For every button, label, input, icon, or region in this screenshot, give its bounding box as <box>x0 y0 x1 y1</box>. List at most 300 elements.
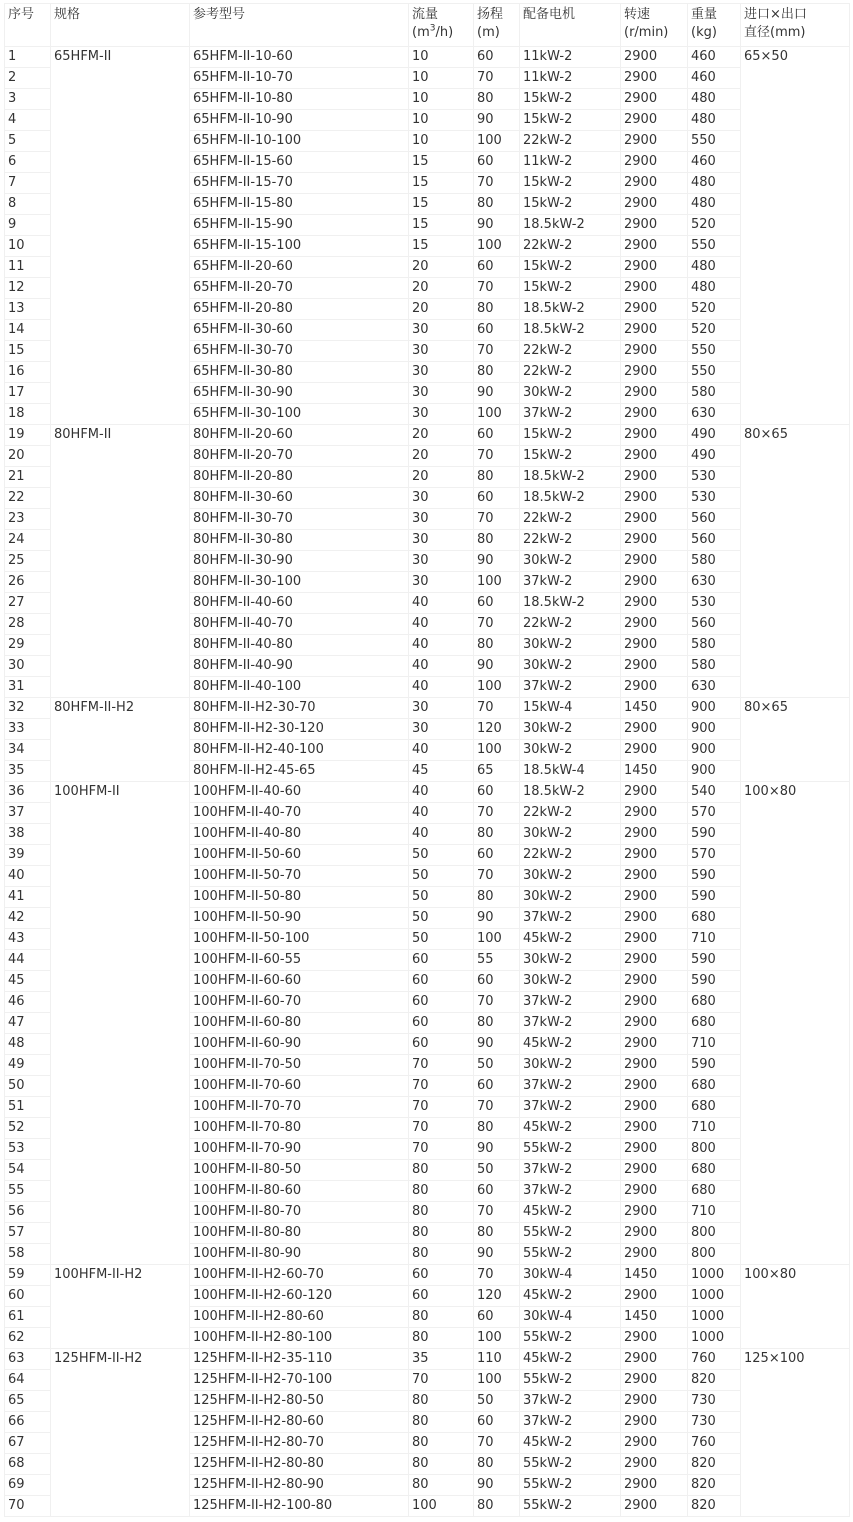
model-cell: 80HFM-II-40-100 <box>190 677 409 698</box>
weight-cell: 710 <box>688 1118 741 1139</box>
motor-cell: 18.5kW-4 <box>520 761 621 782</box>
seq-cell: 33 <box>5 719 51 740</box>
seq-cell: 30 <box>5 656 51 677</box>
flow-cell: 30 <box>409 404 474 425</box>
motor-cell: 55kW-2 <box>520 1244 621 1265</box>
head-cell: 60 <box>474 152 520 173</box>
motor-cell: 37kW-2 <box>520 1097 621 1118</box>
weight-cell: 590 <box>688 1055 741 1076</box>
model-cell: 100HFM-II-60-60 <box>190 971 409 992</box>
model-cell: 100HFM-II-H2-60-70 <box>190 1265 409 1286</box>
seq-cell: 52 <box>5 1118 51 1139</box>
speed-cell: 2900 <box>621 572 688 593</box>
seq-cell: 46 <box>5 992 51 1013</box>
motor-cell: 55kW-2 <box>520 1328 621 1349</box>
flow-cell: 10 <box>409 68 474 89</box>
speed-cell: 2900 <box>621 656 688 677</box>
head-cell: 70 <box>474 1265 520 1286</box>
motor-cell: 15kW-2 <box>520 425 621 446</box>
motor-cell: 37kW-2 <box>520 992 621 1013</box>
seq-cell: 48 <box>5 1034 51 1055</box>
motor-cell: 22kW-2 <box>520 803 621 824</box>
speed-cell: 2900 <box>621 1013 688 1034</box>
seq-cell: 11 <box>5 257 51 278</box>
diameter-cell: 100×80 <box>741 1265 850 1349</box>
head-cell: 100 <box>474 1328 520 1349</box>
motor-cell: 37kW-2 <box>520 1391 621 1412</box>
weight-cell: 820 <box>688 1370 741 1391</box>
table-row <box>5 1349 850 1370</box>
speed-cell: 2900 <box>621 110 688 131</box>
flow-cell: 30 <box>409 341 474 362</box>
speed-cell: 2900 <box>621 131 688 152</box>
model-cell: 125HFM-II-H2-80-70 <box>190 1433 409 1454</box>
flow-cell: 30 <box>409 530 474 551</box>
speed-cell: 1450 <box>621 761 688 782</box>
seq-cell: 42 <box>5 908 51 929</box>
motor-cell: 22kW-2 <box>520 845 621 866</box>
head-cell: 90 <box>474 1475 520 1496</box>
speed-cell: 2900 <box>621 236 688 257</box>
flow-cell: 80 <box>409 1307 474 1328</box>
weight-cell: 680 <box>688 1097 741 1118</box>
speed-cell: 2900 <box>621 929 688 950</box>
flow-cell: 60 <box>409 971 474 992</box>
model-cell: 100HFM-II-H2-80-100 <box>190 1328 409 1349</box>
model-cell: 125HFM-II-H2-80-60 <box>190 1412 409 1433</box>
model-cell: 80HFM-II-30-80 <box>190 530 409 551</box>
seq-cell: 65 <box>5 1391 51 1412</box>
speed-cell: 2900 <box>621 1244 688 1265</box>
head-cell: 80 <box>474 1454 520 1475</box>
flow-cell: 30 <box>409 320 474 341</box>
flow-cell: 50 <box>409 908 474 929</box>
model-cell: 100HFM-II-70-80 <box>190 1118 409 1139</box>
motor-cell: 18.5kW-2 <box>520 488 621 509</box>
motor-cell: 30kW-2 <box>520 740 621 761</box>
model-cell: 65HFM-II-15-70 <box>190 173 409 194</box>
speed-cell: 1450 <box>621 1307 688 1328</box>
head-cell: 90 <box>474 908 520 929</box>
speed-cell: 2900 <box>621 614 688 635</box>
weight-cell: 580 <box>688 551 741 572</box>
model-cell: 100HFM-II-80-50 <box>190 1160 409 1181</box>
weight-cell: 520 <box>688 215 741 236</box>
header-seq: 序号 <box>5 4 51 47</box>
model-cell: 80HFM-II-30-60 <box>190 488 409 509</box>
weight-cell: 1000 <box>688 1328 741 1349</box>
flow-cell: 40 <box>409 593 474 614</box>
flow-cell: 80 <box>409 1202 474 1223</box>
model-cell: 65HFM-II-30-60 <box>190 320 409 341</box>
weight-cell: 550 <box>688 236 741 257</box>
flow-cell: 50 <box>409 929 474 950</box>
head-cell: 70 <box>474 1097 520 1118</box>
flow-cell: 30 <box>409 719 474 740</box>
model-cell: 65HFM-II-10-80 <box>190 89 409 110</box>
head-cell: 70 <box>474 803 520 824</box>
seq-cell: 6 <box>5 152 51 173</box>
model-cell: 80HFM-II-20-80 <box>190 467 409 488</box>
speed-cell: 2900 <box>621 887 688 908</box>
motor-cell: 45kW-2 <box>520 1118 621 1139</box>
weight-cell: 900 <box>688 740 741 761</box>
motor-cell: 30kW-2 <box>520 551 621 572</box>
weight-cell: 550 <box>688 362 741 383</box>
speed-cell: 2900 <box>621 362 688 383</box>
speed-cell: 2900 <box>621 1454 688 1475</box>
weight-cell: 900 <box>688 698 741 719</box>
flow-cell: 60 <box>409 992 474 1013</box>
speed-cell: 2900 <box>621 1328 688 1349</box>
weight-cell: 490 <box>688 425 741 446</box>
motor-cell: 55kW-2 <box>520 1496 621 1517</box>
diameter-cell: 80×65 <box>741 698 850 782</box>
weight-cell: 560 <box>688 509 741 530</box>
spec-cell: 100HFM-II-H2 <box>51 1265 190 1349</box>
weight-cell: 550 <box>688 131 741 152</box>
model-cell: 100HFM-II-70-50 <box>190 1055 409 1076</box>
flow-cell: 10 <box>409 110 474 131</box>
speed-cell: 2900 <box>621 719 688 740</box>
table-row <box>5 47 850 68</box>
motor-cell: 55kW-2 <box>520 1139 621 1160</box>
head-cell: 60 <box>474 1412 520 1433</box>
flow-cell: 40 <box>409 635 474 656</box>
motor-cell: 15kW-2 <box>520 173 621 194</box>
seq-cell: 50 <box>5 1076 51 1097</box>
flow-cell: 60 <box>409 1265 474 1286</box>
flow-cell: 50 <box>409 866 474 887</box>
motor-cell: 11kW-2 <box>520 47 621 68</box>
motor-cell: 30kW-2 <box>520 1055 621 1076</box>
model-cell: 100HFM-II-H2-80-60 <box>190 1307 409 1328</box>
motor-cell: 37kW-2 <box>520 572 621 593</box>
diameter-cell: 80×65 <box>741 425 850 698</box>
speed-cell: 2900 <box>621 593 688 614</box>
motor-cell: 45kW-2 <box>520 1034 621 1055</box>
weight-cell: 630 <box>688 572 741 593</box>
flow-cell: 40 <box>409 614 474 635</box>
speed-cell: 2900 <box>621 950 688 971</box>
flow-cell: 45 <box>409 761 474 782</box>
flow-cell: 30 <box>409 509 474 530</box>
seq-cell: 66 <box>5 1412 51 1433</box>
model-cell: 80HFM-II-30-90 <box>190 551 409 572</box>
flow-cell: 70 <box>409 1118 474 1139</box>
model-cell: 100HFM-II-50-70 <box>190 866 409 887</box>
head-cell: 60 <box>474 971 520 992</box>
weight-cell: 730 <box>688 1391 741 1412</box>
motor-cell: 11kW-2 <box>520 152 621 173</box>
model-cell: 125HFM-II-H2-80-80 <box>190 1454 409 1475</box>
speed-cell: 2900 <box>621 635 688 656</box>
speed-cell: 2900 <box>621 1412 688 1433</box>
flow-cell: 80 <box>409 1223 474 1244</box>
model-cell: 80HFM-II-20-60 <box>190 425 409 446</box>
speed-cell: 2900 <box>621 1433 688 1454</box>
weight-cell: 480 <box>688 173 741 194</box>
model-cell: 80HFM-II-20-70 <box>190 446 409 467</box>
seq-cell: 70 <box>5 1496 51 1517</box>
weight-cell: 680 <box>688 1013 741 1034</box>
model-cell: 80HFM-II-40-90 <box>190 656 409 677</box>
flow-cell: 30 <box>409 572 474 593</box>
motor-cell: 15kW-4 <box>520 698 621 719</box>
seq-cell: 25 <box>5 551 51 572</box>
flow-cell: 20 <box>409 446 474 467</box>
model-cell: 125HFM-II-H2-70-100 <box>190 1370 409 1391</box>
speed-cell: 2900 <box>621 509 688 530</box>
head-cell: 50 <box>474 1391 520 1412</box>
speed-cell: 2900 <box>621 1496 688 1517</box>
head-cell: 80 <box>474 89 520 110</box>
seq-cell: 64 <box>5 1370 51 1391</box>
head-cell: 90 <box>474 110 520 131</box>
weight-cell: 730 <box>688 1412 741 1433</box>
head-cell: 70 <box>474 278 520 299</box>
flow-cell: 20 <box>409 278 474 299</box>
model-cell: 80HFM-II-H2-30-70 <box>190 698 409 719</box>
head-cell: 70 <box>474 866 520 887</box>
seq-cell: 26 <box>5 572 51 593</box>
flow-cell: 40 <box>409 803 474 824</box>
model-cell: 65HFM-II-15-100 <box>190 236 409 257</box>
head-cell: 60 <box>474 1307 520 1328</box>
speed-cell: 2900 <box>621 1349 688 1370</box>
motor-cell: 11kW-2 <box>520 68 621 89</box>
speed-cell: 2900 <box>621 1097 688 1118</box>
motor-cell: 18.5kW-2 <box>520 215 621 236</box>
model-cell: 100HFM-II-50-80 <box>190 887 409 908</box>
seq-cell: 53 <box>5 1139 51 1160</box>
seq-cell: 45 <box>5 971 51 992</box>
model-cell: 65HFM-II-20-60 <box>190 257 409 278</box>
weight-cell: 1000 <box>688 1286 741 1307</box>
seq-cell: 36 <box>5 782 51 803</box>
weight-cell: 760 <box>688 1433 741 1454</box>
head-cell: 80 <box>474 530 520 551</box>
speed-cell: 2900 <box>621 1286 688 1307</box>
diameter-cell: 100×80 <box>741 782 850 1265</box>
model-cell: 80HFM-II-30-100 <box>190 572 409 593</box>
weight-cell: 480 <box>688 257 741 278</box>
speed-cell: 2900 <box>621 215 688 236</box>
speed-cell: 2900 <box>621 341 688 362</box>
seq-cell: 51 <box>5 1097 51 1118</box>
table-row <box>5 1265 850 1286</box>
model-cell: 100HFM-II-80-60 <box>190 1181 409 1202</box>
motor-cell: 45kW-2 <box>520 1349 621 1370</box>
flow-cell: 40 <box>409 677 474 698</box>
flow-cell: 50 <box>409 845 474 866</box>
seq-cell: 43 <box>5 929 51 950</box>
speed-cell: 2900 <box>621 866 688 887</box>
motor-cell: 15kW-2 <box>520 194 621 215</box>
flow-cell: 15 <box>409 236 474 257</box>
weight-cell: 710 <box>688 929 741 950</box>
flow-cell: 20 <box>409 467 474 488</box>
head-cell: 100 <box>474 1370 520 1391</box>
head-cell: 120 <box>474 719 520 740</box>
motor-cell: 45kW-2 <box>520 1202 621 1223</box>
weight-cell: 570 <box>688 803 741 824</box>
speed-cell: 2900 <box>621 1370 688 1391</box>
head-cell: 60 <box>474 257 520 278</box>
head-cell: 60 <box>474 320 520 341</box>
seq-cell: 39 <box>5 845 51 866</box>
seq-cell: 37 <box>5 803 51 824</box>
head-cell: 50 <box>474 1160 520 1181</box>
head-cell: 70 <box>474 698 520 719</box>
weight-cell: 630 <box>688 404 741 425</box>
weight-cell: 1000 <box>688 1307 741 1328</box>
model-cell: 65HFM-II-15-80 <box>190 194 409 215</box>
flow-cell: 80 <box>409 1160 474 1181</box>
head-cell: 120 <box>474 1286 520 1307</box>
seq-cell: 1 <box>5 47 51 68</box>
flow-cell: 70 <box>409 1097 474 1118</box>
speed-cell: 2900 <box>621 89 688 110</box>
head-cell: 55 <box>474 950 520 971</box>
flow-cell: 20 <box>409 257 474 278</box>
head-cell: 90 <box>474 551 520 572</box>
table-row <box>5 782 850 803</box>
speed-cell: 1450 <box>621 1265 688 1286</box>
weight-cell: 590 <box>688 971 741 992</box>
head-cell: 70 <box>474 173 520 194</box>
seq-cell: 21 <box>5 467 51 488</box>
model-cell: 65HFM-II-10-100 <box>190 131 409 152</box>
seq-cell: 24 <box>5 530 51 551</box>
speed-cell: 2900 <box>621 1223 688 1244</box>
model-cell: 80HFM-II-H2-45-65 <box>190 761 409 782</box>
seq-cell: 41 <box>5 887 51 908</box>
weight-cell: 820 <box>688 1475 741 1496</box>
flow-cell: 80 <box>409 1454 474 1475</box>
flow-cell: 15 <box>409 173 474 194</box>
spec-cell: 125HFM-II-H2 <box>51 1349 190 1517</box>
seq-cell: 62 <box>5 1328 51 1349</box>
motor-cell: 55kW-2 <box>520 1475 621 1496</box>
speed-cell: 2900 <box>621 278 688 299</box>
flow-cell: 70 <box>409 1139 474 1160</box>
weight-cell: 560 <box>688 530 741 551</box>
motor-cell: 18.5kW-2 <box>520 593 621 614</box>
seq-cell: 35 <box>5 761 51 782</box>
weight-cell: 710 <box>688 1202 741 1223</box>
motor-cell: 22kW-2 <box>520 614 621 635</box>
model-cell: 80HFM-II-40-60 <box>190 593 409 614</box>
weight-cell: 680 <box>688 1160 741 1181</box>
seq-cell: 34 <box>5 740 51 761</box>
head-cell: 80 <box>474 1223 520 1244</box>
speed-cell: 2900 <box>621 1181 688 1202</box>
flow-cell: 80 <box>409 1244 474 1265</box>
head-cell: 80 <box>474 1013 520 1034</box>
header-spec: 规格 <box>51 4 190 47</box>
head-cell: 80 <box>474 887 520 908</box>
table-body <box>5 47 850 1517</box>
table-row <box>5 425 850 446</box>
head-cell: 100 <box>474 677 520 698</box>
motor-cell: 37kW-2 <box>520 1076 621 1097</box>
speed-cell: 2900 <box>621 1118 688 1139</box>
speed-cell: 2900 <box>621 677 688 698</box>
head-cell: 80 <box>474 194 520 215</box>
speed-cell: 2900 <box>621 68 688 89</box>
model-cell: 100HFM-II-40-80 <box>190 824 409 845</box>
motor-cell: 37kW-2 <box>520 1160 621 1181</box>
spec-cell: 80HFM-II-H2 <box>51 698 190 782</box>
weight-cell: 820 <box>688 1454 741 1475</box>
weight-cell: 560 <box>688 614 741 635</box>
weight-cell: 800 <box>688 1139 741 1160</box>
seq-cell: 10 <box>5 236 51 257</box>
head-cell: 100 <box>474 236 520 257</box>
seq-cell: 7 <box>5 173 51 194</box>
motor-cell: 22kW-2 <box>520 236 621 257</box>
weight-cell: 630 <box>688 677 741 698</box>
seq-cell: 54 <box>5 1160 51 1181</box>
motor-cell: 15kW-2 <box>520 89 621 110</box>
head-cell: 100 <box>474 929 520 950</box>
head-cell: 70 <box>474 1433 520 1454</box>
motor-cell: 15kW-2 <box>520 110 621 131</box>
head-cell: 80 <box>474 299 520 320</box>
seq-cell: 9 <box>5 215 51 236</box>
head-cell: 65 <box>474 761 520 782</box>
head-cell: 90 <box>474 1139 520 1160</box>
head-cell: 80 <box>474 824 520 845</box>
motor-cell: 30kW-2 <box>520 719 621 740</box>
header-row <box>5 4 850 47</box>
header-head: 扬程 (m) <box>474 4 520 47</box>
flow-cell: 30 <box>409 362 474 383</box>
spec-cell: 100HFM-II <box>51 782 190 1265</box>
seq-cell: 5 <box>5 131 51 152</box>
seq-cell: 31 <box>5 677 51 698</box>
head-cell: 60 <box>474 593 520 614</box>
speed-cell: 2900 <box>621 404 688 425</box>
model-cell: 100HFM-II-70-60 <box>190 1076 409 1097</box>
flow-cell: 80 <box>409 1391 474 1412</box>
motor-cell: 55kW-2 <box>520 1370 621 1391</box>
motor-cell: 30kW-2 <box>520 635 621 656</box>
head-cell: 100 <box>474 404 520 425</box>
model-cell: 100HFM-II-50-90 <box>190 908 409 929</box>
motor-cell: 15kW-2 <box>520 446 621 467</box>
weight-cell: 530 <box>688 467 741 488</box>
spec-cell: 80HFM-II <box>51 425 190 698</box>
seq-cell: 63 <box>5 1349 51 1370</box>
speed-cell: 2900 <box>621 992 688 1013</box>
speed-cell: 2900 <box>621 257 688 278</box>
seq-cell: 40 <box>5 866 51 887</box>
motor-cell: 37kW-2 <box>520 908 621 929</box>
seq-cell: 58 <box>5 1244 51 1265</box>
model-cell: 125HFM-II-H2-80-90 <box>190 1475 409 1496</box>
speed-cell: 2900 <box>621 1139 688 1160</box>
seq-cell: 69 <box>5 1475 51 1496</box>
head-cell: 60 <box>474 845 520 866</box>
flow-cell: 80 <box>409 1433 474 1454</box>
head-cell: 70 <box>474 1202 520 1223</box>
speed-cell: 2900 <box>621 299 688 320</box>
speed-cell: 2900 <box>621 47 688 68</box>
weight-cell: 710 <box>688 1034 741 1055</box>
seq-cell: 61 <box>5 1307 51 1328</box>
